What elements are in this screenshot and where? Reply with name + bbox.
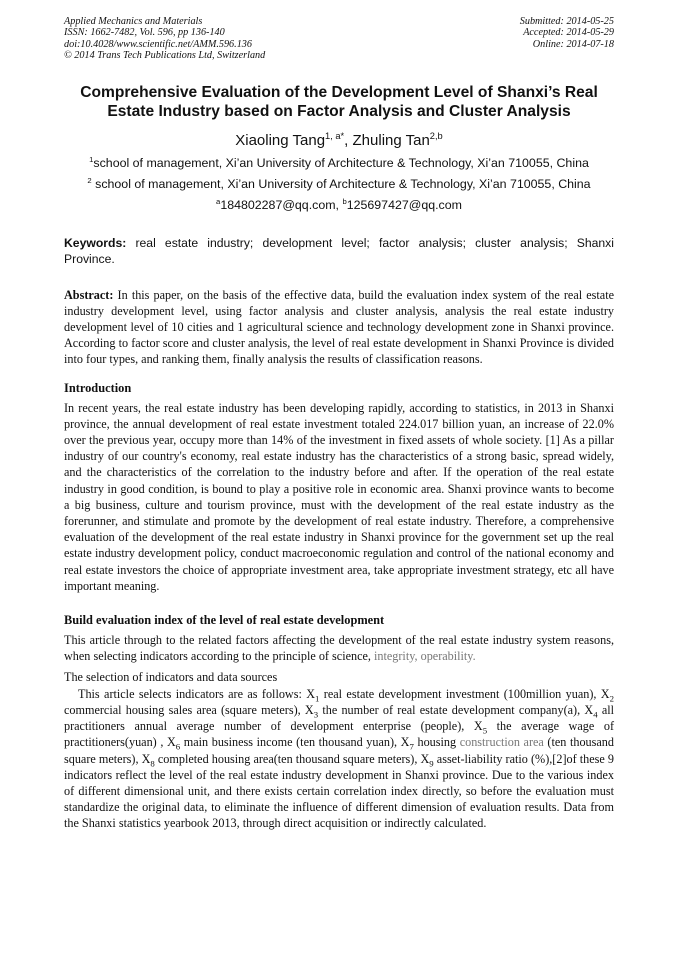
- affiliation-1: [64, 155, 614, 171]
- build-p1-text: This article through to the related factors affecting the development of the real estate industry system reasons, when selecting indicators according to the principle of science,: [64, 633, 614, 664]
- ind-s10: completed housing area(ten thousand square meters), X: [154, 751, 430, 766]
- keywords-label: Keywords:: [64, 235, 127, 250]
- author-separator: ,: [344, 131, 353, 149]
- ind-s1: This article selects indicators are as follows: X: [78, 686, 316, 701]
- doi-line: doi:10.4028/www.scientific.net/AMM.596.136: [64, 38, 252, 50]
- ind-sub-6: 6: [175, 741, 181, 752]
- affiliation-2-sup: 2: [87, 175, 92, 185]
- title-line-2: Estate Industry based on Factor Analysis and Cluster Analysis: [107, 102, 571, 120]
- accepted-date: Accepted: 2014-05-29: [523, 27, 614, 39]
- ind-sub-4: 4: [593, 709, 598, 720]
- ind-sub-7: 7: [409, 741, 414, 752]
- email-a-sup: a: [216, 196, 221, 206]
- abstract-text: In this paper, on the basis of the effective data, build the evaluation index system of the real estate industry development level, using factor analysis and cluster analysis, analysis the real estate industry development level of 10 cities and 1 agricultural science and technology development zone in Shanxi province. According to factor score and cluster analysis, the level of real estate development in Shanxi Province is divided into four types, and ranking them, finally analysis the results of classification reasons.: [64, 287, 614, 367]
- introduction-heading: Introduction: [64, 380, 132, 395]
- paper-title: [64, 83, 614, 121]
- ind-s6: the average wage of practitioners(yuan) , X: [64, 719, 614, 750]
- title-line-1: Comprehensive Evaluation of the Development Level of Shanxi’s Real: [80, 83, 598, 101]
- ind-sub-9: 9: [429, 757, 434, 768]
- author-2-sup: 2,b: [429, 130, 443, 141]
- ind-sub-1: 1: [315, 693, 320, 704]
- email-b: 125697427@qq.com: [346, 197, 462, 212]
- build-index-heading: Build evaluation index of the level of real estate development: [64, 613, 385, 628]
- ind-s2: real estate development investment (100million yuan), X: [319, 686, 610, 701]
- selection-label: The selection of indicators and data sources: [64, 670, 278, 685]
- online-date: Online: 2014-07-18: [532, 38, 614, 50]
- email-b-sup: b: [342, 196, 347, 206]
- journal-header: [64, 16, 614, 62]
- author-list: [64, 131, 614, 150]
- ind-sub-3: 3: [313, 709, 319, 720]
- ind-sub-2: 2: [609, 693, 614, 704]
- journal-name: Applied Mechanics and Materials: [64, 16, 203, 27]
- issn-line: ISSN: 1662-7482, Vol. 596, pp 136-140: [64, 27, 225, 39]
- ind-s7: main business income (ten thousand yuan), X: [180, 735, 410, 750]
- abstract-label: Abstract:: [64, 287, 114, 302]
- affiliation-1-sup: 1: [89, 154, 94, 164]
- ind-s8-grey: construction area: [459, 735, 544, 750]
- ind-s5: all practitioners annual average number of development enterprise (people), X: [64, 702, 615, 734]
- copyright-line: © 2014 Trans Tech Publications Ltd, Switzerland: [64, 50, 266, 62]
- submitted-date: Submitted: 2014-05-25: [519, 16, 614, 27]
- header-right: [520, 16, 614, 62]
- introduction-paragraph: In recent years, the real estate industry has been developing rapidly, according to statistics, in 2013 in Shanxi province, the annual development of real estate investment totaled 224.017 billion yuan, an increase of 22.0% over the previous year, occupy more than 14% of the investment in fixed assets of whole society. [1] As a pillar industry of our country's economy, real estate industry has the characteristics of a strong basic, spread widely, and the characteristics of the correlation to the industry before and after. If the operation of the real estate industry in good condition, is bound to play a positive role in economic area. Shanxi province wants to become a big business, culture and tourism province, must with the development of the real estate industry as the forerunner, and stimulate and promote by the development of real estate industry. Therefore, a comprehensive evaluation of the development of the real estate industry in Shanxi province for the government set up the real estate industry development policy, conduct macroeconomic regulation and control of the national economy and real estate investors the choice of appropriate investment area, take appropriate investment strategy, etc all have important meaning.: [64, 400, 614, 593]
- keywords-text: real estate industry; development level; factor analysis; cluster analysis; Shanxi Province.: [64, 235, 614, 266]
- affiliation-2: [64, 176, 614, 192]
- header-left: [64, 16, 265, 62]
- author-1-name: Xiaoling Tang: [235, 131, 326, 149]
- ind-s9: (ten thousand square meters), X: [64, 735, 614, 766]
- abstract: [64, 287, 614, 368]
- affiliation-2-text: school of management, Xi’an University of Architecture & Technology, Xi’an 710055, China: [91, 176, 591, 191]
- ind-s8: housing: [413, 735, 460, 750]
- author-1-sup: 1, a*: [325, 130, 345, 141]
- author-emails: [64, 197, 614, 213]
- keywords: [64, 235, 614, 267]
- email-a: 184802287@qq.com,: [220, 197, 343, 212]
- ind-s11: asset-liability ratio (%),[2]of these 9 indicators reflect the level of the real estate industry development in Shanxi province. Due to the various index of different dimensional unit, and there exists certain correlation index directly, so before the evaluation must standardize the original data, to eliminate the influence of different dimension of evaluation results. Data from the Shanxi statistics yearbook 2013, through direct acquisition or indirectly calculated.: [64, 751, 614, 831]
- ind-s4: the number of real estate development company(a), X: [318, 702, 594, 717]
- ind-sub-5: 5: [482, 725, 488, 736]
- build-p1-grey: integrity, operability.: [374, 649, 476, 664]
- ind-sub-8: 8: [150, 757, 155, 768]
- author-2-name: Zhuling Tan: [352, 131, 430, 149]
- build-index-paragraph: [64, 632, 614, 664]
- affiliation-1-text: school of management, Xi’an University of Architecture & Technology, Xi’an 710055, China: [93, 155, 589, 170]
- ind-s3: commercial housing sales area (square meters), X: [64, 702, 314, 717]
- indicators-paragraph: [64, 686, 614, 832]
